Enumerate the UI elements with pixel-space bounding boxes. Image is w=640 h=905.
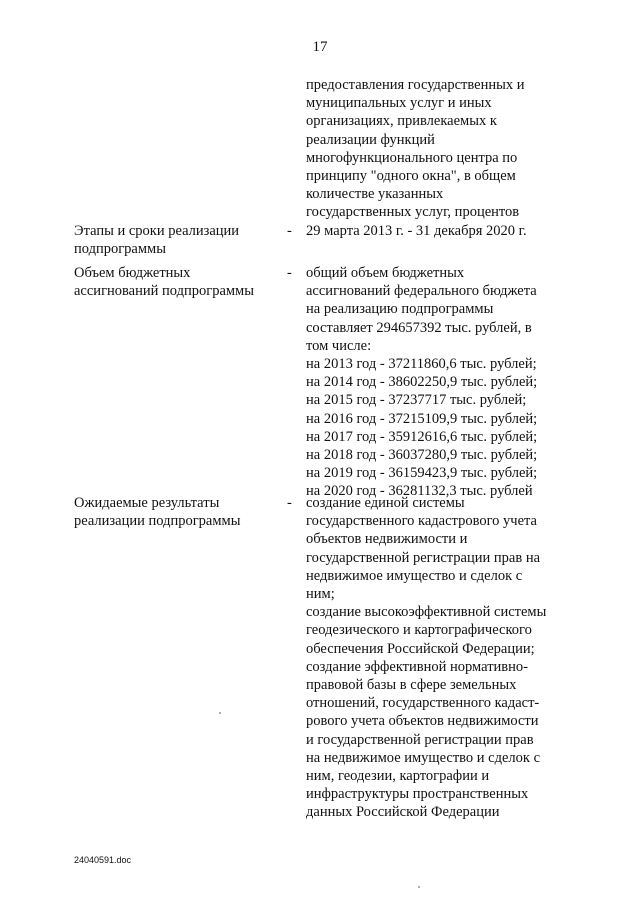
value-line: ним, геодезии, картографии и (306, 768, 490, 785)
value-line: на 2015 год - 37237717 тыс. рублей; (306, 392, 527, 409)
value-line: обеспечения Российской Федерации; (306, 640, 535, 657)
stages-value (306, 222, 576, 240)
value-line: на 2014 год - 38602250,9 тыс. рублей; (306, 374, 538, 391)
value-line: инфраструктуры пространственных (306, 786, 529, 803)
label-line: подпрограммы (74, 241, 166, 258)
label-line: ассигнований подпрограммы (74, 283, 254, 300)
value-line: составляет 294657392 тыс. рублей, в (306, 319, 532, 336)
value-line: государственного кадастрового учета (306, 513, 537, 530)
value-line: ним; (306, 586, 335, 603)
text-line: муниципальных услуг и иных (306, 95, 492, 112)
value-line: рового учета объектов недвижимости (306, 713, 539, 730)
value-line: на недвижимое имущество и сделок с (306, 749, 541, 766)
text-line: многофункционального центра по (306, 149, 518, 166)
scan-speck (418, 886, 420, 888)
budget-dash: - (287, 265, 292, 281)
text-line: государственных услуг, процентов (306, 204, 520, 221)
value-line: на 2013 год - 37211860,6 тыс. рублей; (306, 356, 537, 373)
page-number: 17 (312, 39, 328, 55)
text-line: количестве указанных (306, 186, 444, 203)
value-line: создание единой системы (306, 495, 465, 511)
document-filename: 24040591.doc (74, 855, 132, 865)
value-line: и государственной регистрации прав (306, 731, 534, 748)
value-line: создание эффективной нормативно- (306, 658, 528, 675)
label-line: Этапы и сроки реализации (74, 223, 240, 239)
value-line: на 2016 год - 37215109,9 тыс. рублей; (306, 410, 538, 427)
value-line: том числе: (306, 337, 372, 354)
value-line: объектов недвижимости и (306, 531, 468, 548)
value-line: недвижимое имущество и сделок с (306, 567, 523, 584)
value-line: создание высокоэффективной системы (306, 604, 547, 621)
value-line: на 2019 год - 36159423,9 тыс. рублей; (306, 465, 538, 482)
budget-label (74, 264, 274, 300)
results-label (74, 494, 274, 530)
value-line: правовой базы в сфере земельных (306, 677, 517, 694)
scan-speck (219, 712, 221, 714)
value-line: ассигнований федерального бюджета (306, 283, 537, 300)
value-line: на 2018 год - 36037280,9 тыс. рублей; (306, 447, 538, 464)
label-line: реализации подпрограммы (74, 513, 241, 530)
results-value (306, 494, 576, 822)
value-line: общий объем бюджетных (306, 265, 465, 281)
value-line: на 2020 год - 36281132,3 тыс. рублей (306, 483, 533, 500)
value-line: государственной регистрации прав на (306, 549, 541, 566)
value-line: на 2017 год - 35912616,6 тыс. рублей; (306, 428, 538, 445)
stages-dash: - (287, 223, 292, 239)
value-line: 29 марта 2013 г. - 31 декабря 2020 г. (306, 223, 527, 239)
value-line: данных Российской Федерации (306, 804, 500, 821)
text-line: принципу "одного окна", в общем (306, 168, 516, 185)
stages-label (74, 222, 274, 258)
budget-value (306, 264, 576, 501)
text-line: предоставления государственных и (306, 77, 525, 93)
text-line: реализации функций (306, 131, 435, 148)
value-line: на реализацию подпрограммы (306, 301, 494, 318)
text-line: организациях, привлекаемых к (306, 113, 497, 130)
label-line: Ожидаемые результаты (74, 495, 220, 511)
continuation-text (306, 76, 576, 222)
value-line: геодезического и картографического (306, 622, 532, 639)
results-dash: - (287, 495, 292, 511)
label-line: Объем бюджетных (74, 265, 191, 281)
value-line: отношений, государственного кадаст- (306, 695, 540, 712)
